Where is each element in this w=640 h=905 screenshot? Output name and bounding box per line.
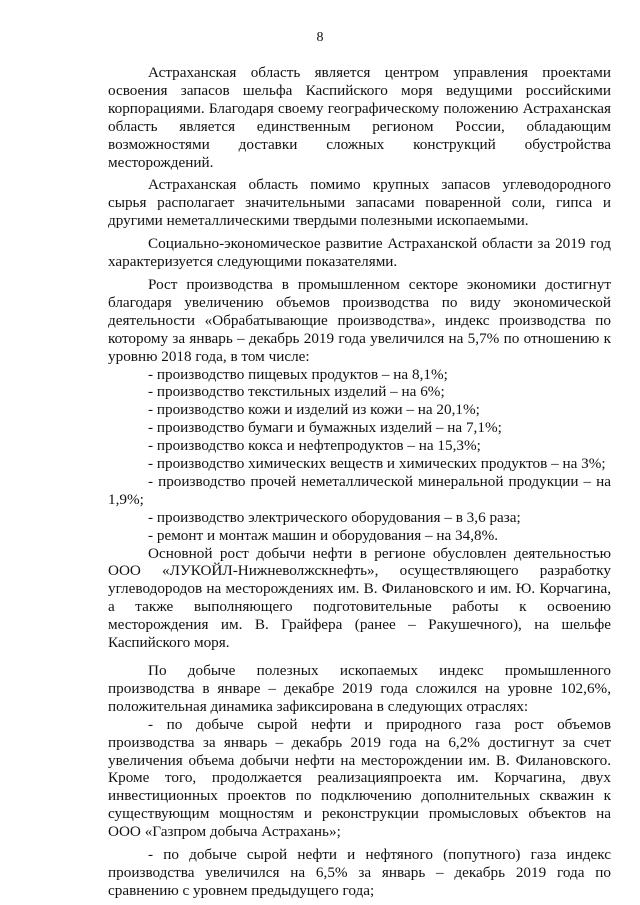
paragraph-manufacturing-growth: Рост производства в промышленном секторе экономики достигнут благодаря увеличению объемов производства по виду экономической деятельности «Обрабатывающие производства», индекс производства по которому за январь – декабрь 2019 года увеличился на 5,7% по отношению к уровню 2018 года, в том числе: <box>108 275 611 365</box>
paragraph-mining-index: По добыче полезных ископаемых индекс промышленного производства в январе – декабре 2019 года сложился на уровне 102,6%, положительная динамика зафиксирована в следующих отраслях: <box>108 662 611 715</box>
list-item: - по добыче сырой нефти и нефтяного (попутного) газа индекс производства увеличился на 6,5% за январь – декабрь 2019 года по сравнению с уровнем предыдущего года; <box>108 846 611 899</box>
list-item: - производство электрического оборудования – в 3,6 раза; <box>148 508 521 526</box>
list-item: - ремонт и монтаж машин и оборудования – на 34,8%. <box>148 526 499 544</box>
list-item: - по добыче сырой нефти и природного газа рост объемов производства за январь – декабрь 2019 года на 6,2% достигнут за счет увеличения объема добычи нефти на месторождении им. В. Филановского. Кроме того, продолжается реализацияпроекта им. Корчагина, двух инвестиционных проектов по подключению дополнительных скважин к существующим мощностям и реконструкции промысловых объектов на ООО «Газпром добыча Астрахань»; <box>108 715 611 841</box>
list-item: - производство кокса и нефтепродуктов – на 15,3%; <box>148 437 481 455</box>
page-number: 8 <box>316 30 324 45</box>
list-item: - производство химических веществ и химических продуктов – на 3%; <box>148 455 606 473</box>
list-item: - производство пищевых продуктов – на 8,1%; <box>148 365 448 383</box>
mining-list <box>108 716 611 900</box>
list-item: - производство кожи и изделий из кожи – на 20,1%; <box>148 401 480 419</box>
paragraph-oil-production: Основной рост добычи нефти в регионе обусловлен деятельностью ООО «ЛУКОЙЛ-Нижневолжскнефть», осуществляющего разработку углеводородов на месторождениях им. В. Филановского и им. Ю. Корчагина, а также выполняющего подготовительные работы к освоению месторождения им. В. Грайфера (ранее – Ракушечного), на шельфе Каспийского моря. <box>108 544 611 652</box>
paragraph-development-intro: Социально-экономическое развитие Астраханской области за 2019 год характеризуется следующими показателями. <box>108 235 611 271</box>
paragraph-mineral-resources: Астраханская область помимо крупных запасов углеводородного сырья располагает значительными запасами поваренной соли, гипса и другими неметаллическими твердыми полезными ископаемыми. <box>108 176 611 230</box>
production-list <box>108 366 611 545</box>
list-item: - производство текстильных изделий – на 6%; <box>148 383 445 401</box>
paragraph-region-overview: Астраханская область является центром управления проектами освоения запасов шельфа Каспийского моря ведущими российскими корпорациями. Благодаря своему географическому положению Астраханская область является единственным регионом России, обладающим возможностями доставки сложных конструкций обустройства месторождений. <box>108 64 611 171</box>
list-item: - производство прочей неметаллической минеральной продукции – на 1,9%; <box>108 472 611 508</box>
list-item: - производство бумаги и бумажных изделий – на 7,1%; <box>148 419 502 437</box>
document-body <box>108 64 611 900</box>
